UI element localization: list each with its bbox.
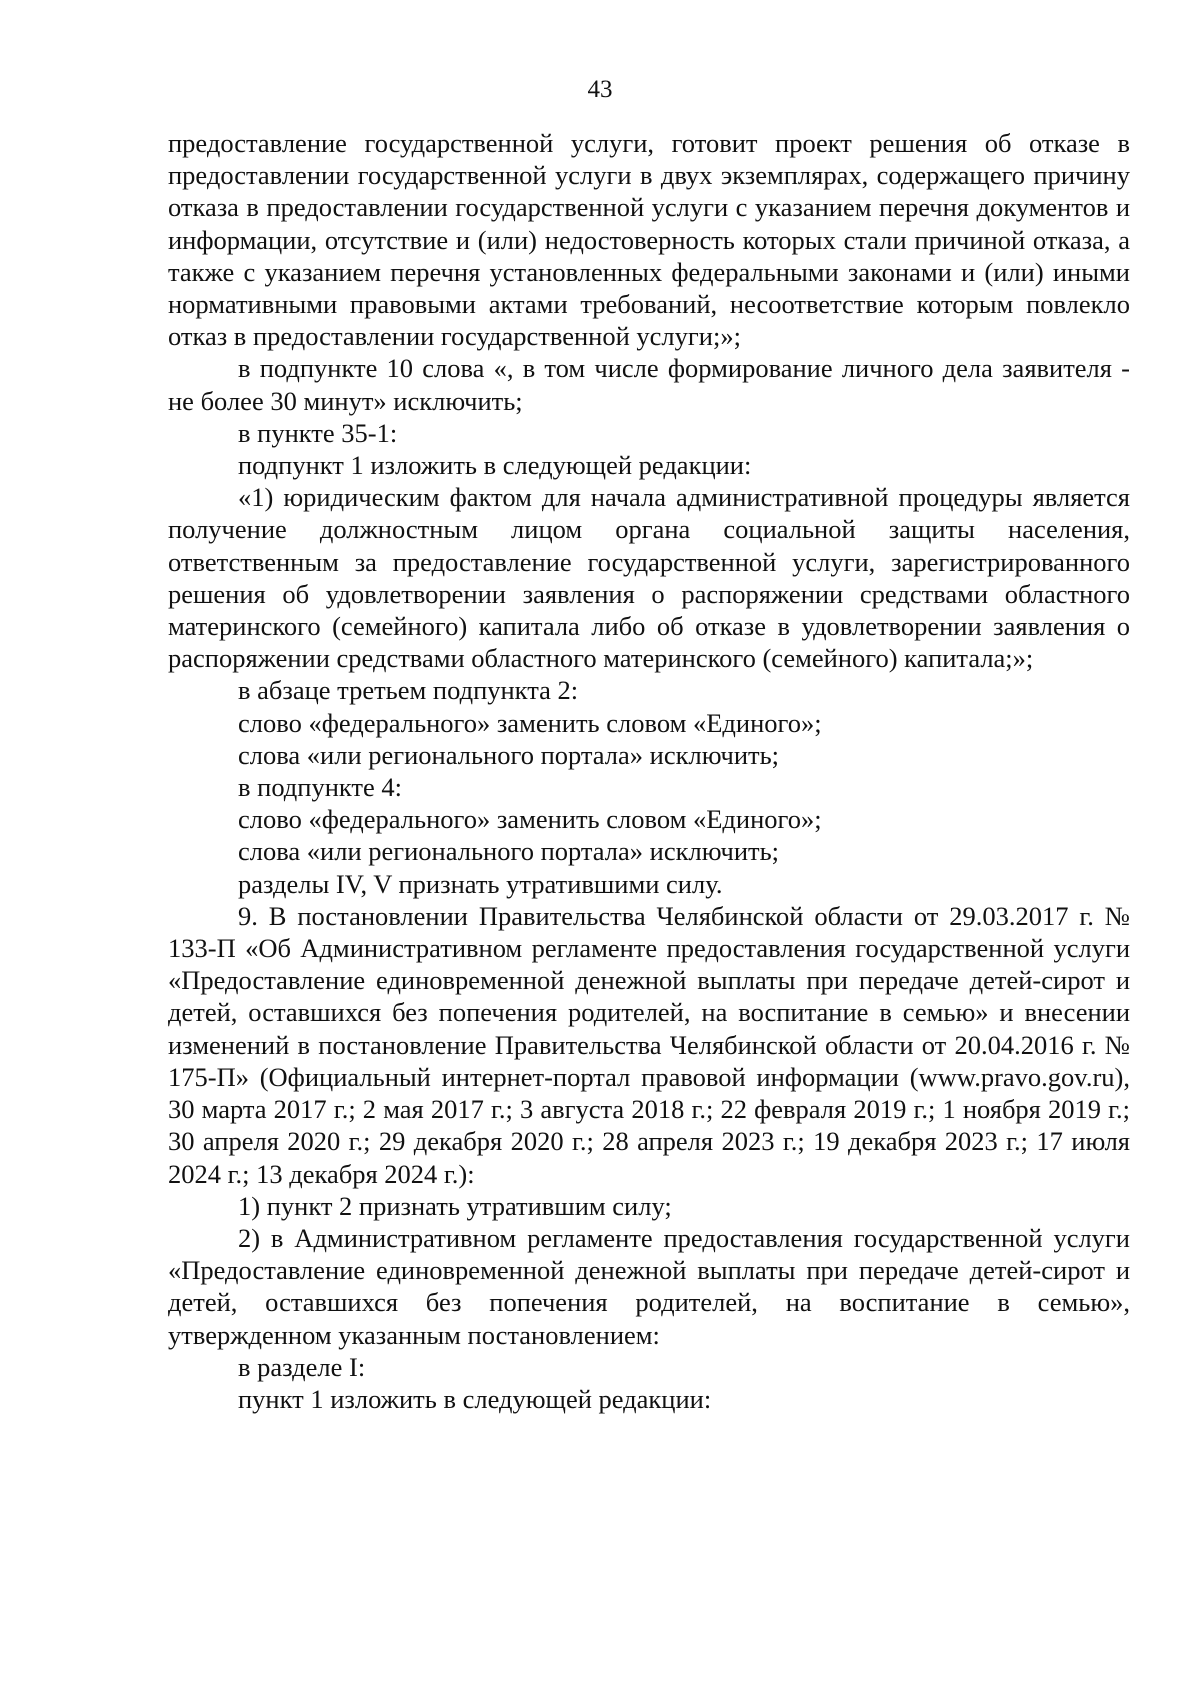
- paragraph-item-9-1: 1) пункт 2 признать утратившим силу;: [238, 1190, 672, 1221]
- paragraph-item-9: 9. В постановлении Правительства Челябинской области от 29.03.2017 г. № 133-П «Об Административном регламенте предоставления государственной услуги «Предоставление единовременной денежной выплаты при передаче детей-сирот и детей, оставшихся без попечения родителей, на воспитание в семью» и внесении изменений в постановление Правительства Челябинской области от 20.04.2016 г. № 175-П» (Официальный интернет-портал правовой информации (www.pravo.gov.ru), 30 марта 2017 г.; 2 мая 2017 г.; 3 августа 2018 г.; 22 февраля 2019 г.; 1 ноября 2019 г.; 30 апреля 2020 г.; 29 декабря 2020 г.; 28 апреля 2023 г.; 19 декабря 2023 г.; 17 июля 2024 г.; 13 декабря 2024 г.):: [168, 900, 1130, 1189]
- paragraph-item-35-1: в пункте 35-1:: [238, 417, 398, 448]
- paragraph-continuation: предоставление государственной услуги, готовит проект решения об отказе в предоставлении государственной услуги в двух экземплярах, содержащего причину отказа в предоставлении государственной услуги с указанием перечня документов и информации, отсутствие и (или) недостоверность которых стали причиной отказа, а также с указанием перечня установленных федеральными законами и (или) иными нормативными правовыми актами требований, несоответствие которым повлекло отказ в предоставлении государственной услуги;»;: [168, 128, 1130, 352]
- paragraph-subitem-1-intro: подпункт 1 изложить в следующей редакции:: [238, 450, 752, 481]
- document-body: [168, 127, 1130, 1415]
- paragraph-subitem-4-intro: в подпункте 4:: [238, 772, 403, 803]
- paragraph-subitem-1-text: «1) юридическим фактом для начала административной процедуры является получение должностным лицом органа социальной защиты населения, ответственным за предоставление государственной услуги, зарегистрированного решения об удовлетворении заявления о распоряжении средствами областного материнского (семейного) капитала либо об отказе в удовлетворении заявления о распоряжении средствами областного материнского (семейного) капитала;»;: [168, 482, 1130, 674]
- paragraph-item-9-2: 2) в Административном регламенте предоставления государственной услуги «Предоставление единовременной денежной выплаты при передаче детей-сирот и детей, оставшихся без попечения родителей, на воспитание в семью», утвержденном указанным постановлением:: [168, 1222, 1130, 1350]
- paragraph-replace-word-2: слово «федерального» заменить словом «Единого»;: [238, 804, 822, 835]
- paragraph-item-1-intro: пункт 1 изложить в следующей редакции:: [238, 1383, 712, 1414]
- paragraph-subitem-2-intro: в абзаце третьем подпункта 2:: [238, 675, 579, 706]
- paragraph-exclude-words-2: слова «или регионального портала» исключить;: [238, 836, 780, 867]
- paragraph-sections-void: разделы IV, V признать утратившими силу.: [238, 868, 723, 899]
- paragraph-subitem-10: в подпункте 10 слова «, в том числе формирование личного дела заявителя - не более 30 минут» исключить;: [168, 353, 1130, 416]
- paragraph-section-1-intro: в разделе I:: [238, 1351, 366, 1382]
- page-number: 43: [587, 76, 613, 103]
- paragraph-replace-word-1: слово «федерального» заменить словом «Единого»;: [238, 707, 822, 738]
- paragraph-exclude-words-1: слова «или регионального портала» исключить;: [238, 739, 780, 770]
